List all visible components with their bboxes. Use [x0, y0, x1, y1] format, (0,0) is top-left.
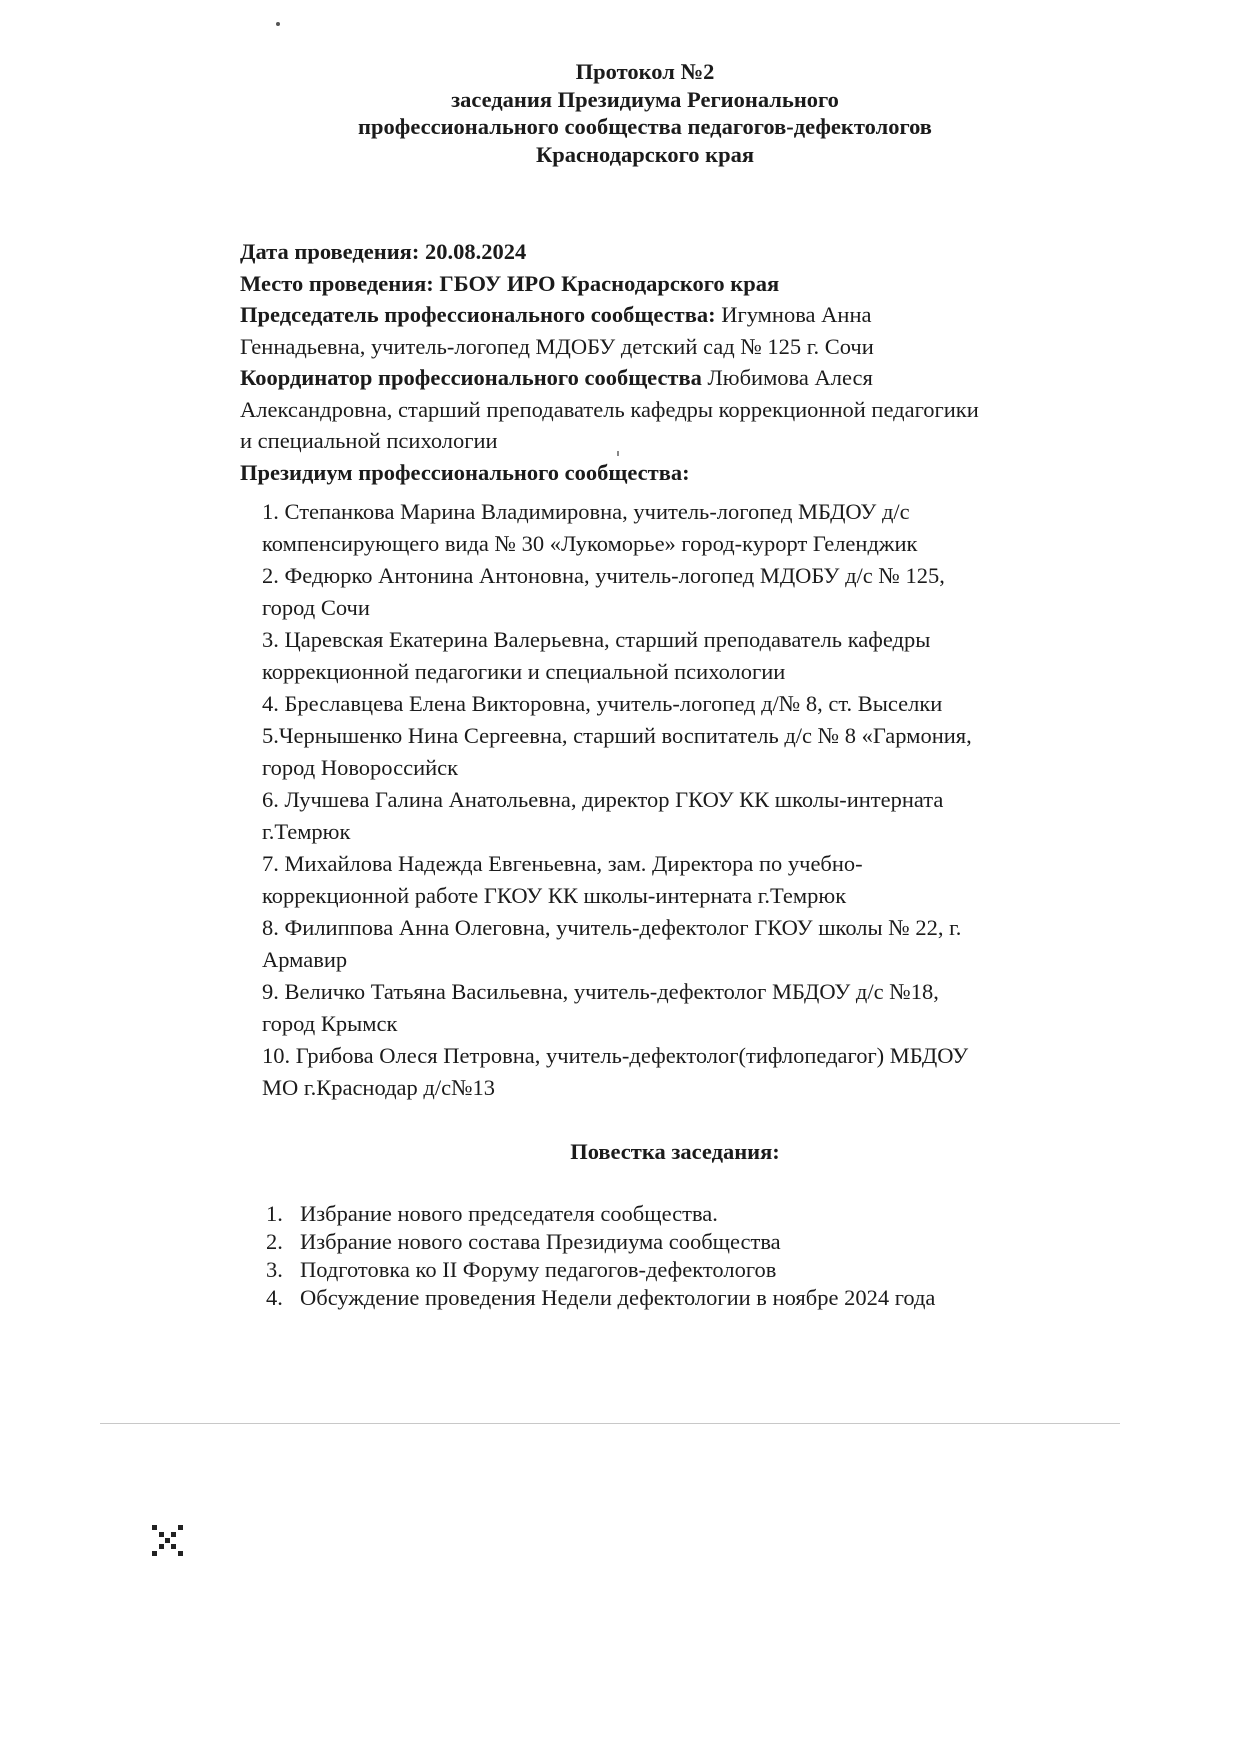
member-line: 3. Царевская Екатерина Валерьевна, старший преподаватель кафедры	[262, 627, 931, 652]
member-line: город Сочи	[262, 595, 370, 620]
member-line: 9. Величко Татьяна Васильевна, учитель-дефектолог МБДОУ д/с №18,	[262, 979, 939, 1004]
agenda-item-number: 4.	[266, 1285, 283, 1310]
chair-details: Геннадьевна, учитель-логопед МДОБУ детский сад № 125 г. Сочи	[240, 333, 874, 359]
member-line: город Новороссийск	[262, 755, 459, 780]
member-line: коррекционной педагогики и специальной психологии	[262, 659, 786, 684]
scan-marker-icon	[150, 1523, 185, 1558]
agenda-list	[266, 1200, 1146, 1312]
member-line: компенсирующего вида № 30 «Лукоморье» город-курорт Геленджик	[262, 531, 918, 556]
agenda-item	[266, 1284, 1146, 1312]
chair-line	[240, 299, 1100, 331]
member-line: город Крымск	[262, 1011, 398, 1036]
member-line: 1. Степанкова Марина Владимировна, учитель-логопед МБДОУ д/с	[262, 499, 910, 524]
agenda-item	[266, 1200, 1146, 1228]
member-line: 8. Филиппова Анна Олеговна, учитель-дефектолог ГКОУ школы № 22, г.	[262, 915, 962, 940]
coordinator-details-1: Александровна, старший преподаватель кафедры коррекционной педагогики	[240, 396, 979, 422]
place-value: ГБОУ ИРО Краснодарского края	[439, 270, 780, 296]
coordinator-line	[240, 362, 1100, 394]
document-subtitle-line-1: заседания Президиума Регионального	[451, 86, 839, 112]
coordinator-name: Любимова Алеся	[707, 365, 873, 390]
member-line: г.Темрюк	[262, 819, 351, 844]
agenda-heading: Повестка заседания:	[570, 1139, 780, 1164]
agenda-item-text: Избрание нового председателя сообщества.	[300, 1201, 718, 1226]
agenda-item-text: Обсуждение проведения Недели дефектологии в ноябре 2024 года	[300, 1285, 936, 1310]
member-line: 4. Бреславцева Елена Викторовна, учитель-логопед д/№ 8, ст. Выселки	[262, 691, 943, 716]
agenda-item-text: Избрание нового состава Президиума сообщества	[300, 1229, 781, 1254]
member-line: МО г.Краснодар д/с№13	[262, 1075, 496, 1100]
scan-speck	[276, 22, 280, 26]
chair-label: Председатель профессионального сообщества:	[240, 302, 716, 327]
document-subtitle-line-2: профессионального сообщества педагогов-дефектологов	[358, 114, 932, 139]
presidium-label: Президиум профессионального сообщества:	[240, 459, 690, 485]
date-line	[240, 236, 1100, 268]
agenda-item-number: 3.	[266, 1257, 283, 1282]
member-line: Армавир	[262, 947, 348, 972]
meeting-details	[240, 236, 1100, 488]
coordinator-label: Координатор профессионального сообщества	[240, 365, 702, 390]
date-label: Дата проведения:	[240, 239, 420, 264]
member-line: коррекционной работе ГКОУ КК школы-интерната г.Темрюк	[262, 883, 847, 908]
chair-name: Игумнова Анна	[721, 302, 872, 327]
member-line: 5.Чернышенко Нина Сергеевна, старший воспитатель д/с № 8 «Гармония,	[262, 723, 972, 748]
agenda-item-number: 2.	[266, 1229, 283, 1254]
document-subtitle-line-3: Краснодарского края	[535, 141, 755, 167]
page-separator-line	[100, 1423, 1120, 1424]
document-title: Протокол №2	[575, 59, 715, 84]
presidium-member-list	[262, 496, 1122, 1104]
place-line	[240, 268, 1100, 300]
member-line: 10. Грибова Олеся Петровна, учитель-дефектолог(тифлопедагог) МБДОУ	[262, 1043, 969, 1068]
agenda-item	[266, 1228, 1146, 1256]
presidium-heading	[240, 457, 1100, 489]
scan-speck	[617, 451, 619, 456]
member-line: 7. Михайлова Надежда Евгеньевна, зам. Директора по учебно-	[262, 851, 863, 876]
member-line: 2. Федюрко Антонина Антоновна, учитель-логопед МДОБУ д/с № 125,	[262, 563, 945, 588]
member-line: 6. Лучшева Галина Анатольевна, директор ГКОУ КК школы-интерната	[262, 787, 944, 812]
agenda-item	[266, 1256, 1146, 1284]
document-title-block	[0, 58, 1240, 168]
agenda-item-number: 1.	[266, 1201, 283, 1226]
coordinator-details-2: и специальной психологии	[240, 428, 498, 453]
agenda-item-text: Подготовка ко II Форуму педагогов-дефектологов	[300, 1257, 777, 1282]
place-label: Место проведения:	[240, 270, 434, 296]
date-value: 20.08.2024	[424, 239, 527, 264]
